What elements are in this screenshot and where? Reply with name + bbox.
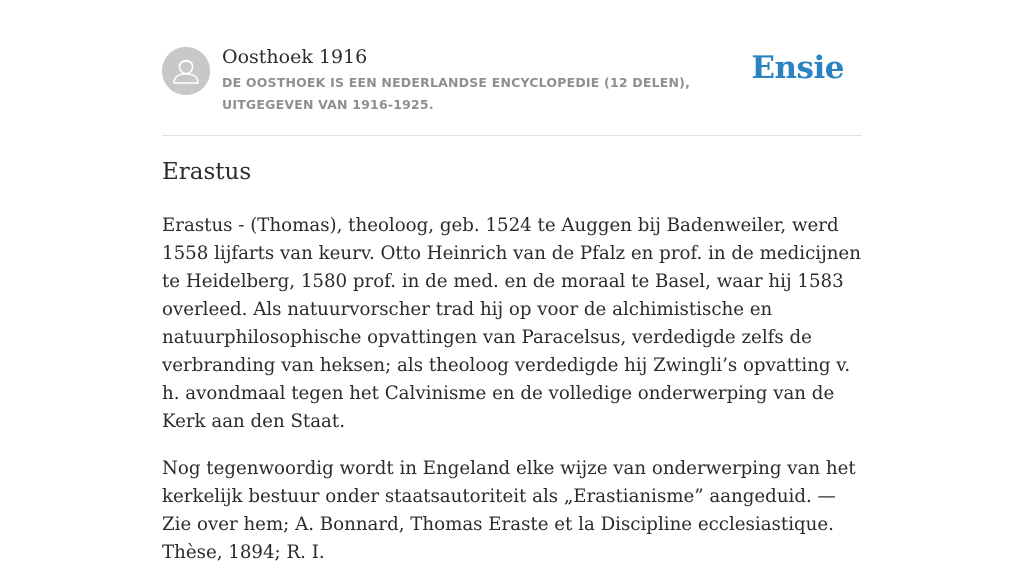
source-header — [162, 46, 862, 118]
article-title: Erastus — [162, 159, 252, 185]
source-description: DE OOSTHOEK IS EEN NEDERLANDSE ENCYCLOPEDIE (12 DELEN), UITGEGEVEN VAN 1916-1925. — [222, 75, 691, 112]
article-paragraph: Erastus - (Thomas), theoloog, geb. 1524 te Auggen bij Badenweiler, werd 1558 lijfarts van keurv. Otto Heinrich van de Pfalz en prof. in de medicijnen te Heidelberg, 1580 prof. in de med. en de moraal te Basel, waar hij 1583 overleed. Als natuurvorscher trad hij op voor de alchimistische en natuurphilosophische opvattingen van Paracelsus, verdedigde zelfs de verbranding van heksen; als theoloog verdedigde hij Zwingli’s opvatting v. h. avondmaal tegen het Calvinisme en de volledige onderwerping van de Kerk aan den Staat. — [162, 215, 861, 432]
header-divider — [162, 135, 862, 136]
ensie-logo-link[interactable]: Ensie — [751, 50, 844, 86]
article-body — [162, 212, 862, 586]
article-paragraph: Nog tegenwoordig wordt in Engeland elke wijze van onderwerping van het kerkelijk bestuur onder staatsautoriteit als „Erastianisme” aangeduid. — Zie over hem; A. Bonnard, Thomas Eraste et la Discipline ecclesiastique. Thèse, 1894; R. I. — [162, 458, 856, 563]
user-icon — [162, 47, 210, 95]
avatar[interactable] — [162, 47, 210, 95]
source-title[interactable]: Oosthoek 1916 — [222, 46, 368, 68]
